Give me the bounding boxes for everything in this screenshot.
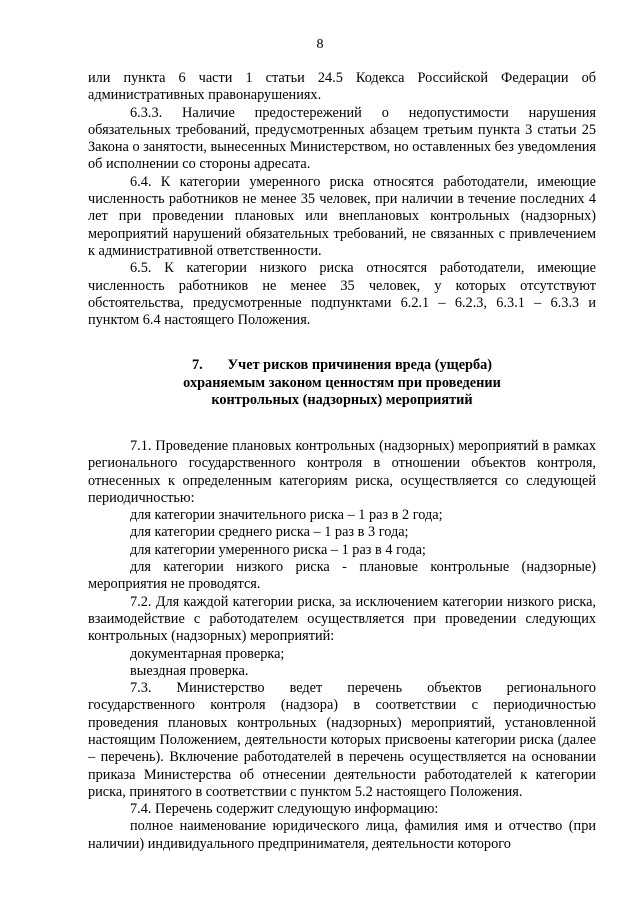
paragraph-7-4-item: полное наименование юридического лица, фамилия имя и отчество (при наличии) индивидуального предпринимателя, деятельности которого <box>88 818 596 852</box>
heading-line-1: 7. Учет рисков причинения вреда (ущерба) <box>191 357 493 374</box>
paragraph-6-4: 6.4. К категории умеренного риска относятся работодатели, имеющие численность работников не менее 35 человек, при наличии в течение последних 4 лет при проведении плановых или внеплановых контрольных (надзорных) мероприятий нарушений обязательных требований, не связанных с привлечением к административной ответственности. <box>88 173 596 259</box>
periodicity-item: для категории среднего риска – 1 раз в 3 года; <box>130 524 409 541</box>
paragraph-7-1: 7.1. Проведение плановых контрольных (надзорных) мероприятий в рамках регионального государственного контроля в отношении объектов контроля, отнесенных к определенным категориям риска, осуществляется со следующей периодичностью: <box>88 437 596 506</box>
periodicity-item: для категории значительного риска – 1 раз в 2 года; <box>130 507 443 524</box>
heading-line-3: контрольных (надзорных) мероприятий <box>211 392 473 409</box>
paragraph-7-2: 7.2. Для каждой категории риска, за исключением категории низкого риска, взаимодействие с работодателем осуществляется при проведении следующих контрольных (надзорных) мероприятий: <box>88 593 596 645</box>
paragraph-6-3-3: 6.3.3. Наличие предостережений о недопустимости нарушения обязательных требований, предусмотренных абзацем третьим пункта 3 статьи 25 Закона о занятости, вынесенных Министерством, но оставленных без уведомления об исполнении со стороны адресата. <box>88 104 596 173</box>
heading-line-2: охраняемым законом ценностям при проведении <box>183 374 501 391</box>
section-7-heading <box>88 329 596 438</box>
paragraph-7-4: 7.4. Перечень содержит следующую информацию: <box>130 801 439 818</box>
periodicity-item: для категории умеренного риска – 1 раз в 4 года; <box>130 541 426 558</box>
inspection-type-item: выездная проверка. <box>130 662 249 679</box>
inspection-type-item: документарная проверка; <box>130 645 285 662</box>
paragraph-continuation: или пункта 6 части 1 статьи 24.5 Кодекса Российской Федерации об административных правонарушениях. <box>88 70 596 104</box>
page-number: 8 <box>316 37 324 52</box>
document-body <box>88 70 596 853</box>
paragraph-6-5: 6.5. К категории низкого риска относятся работодатели, имеющие численность работников не менее 35 человек, у которых отсутствуют обстоятельства, предусмотренные подпунктами 6.2.1 – 6.2.3, 6.3.1 – 6.3.3 и пунктом 6.4 настоящего Положения. <box>88 260 596 329</box>
paragraph-7-3: 7.3. Министерство ведет перечень объектов регионального государственного контроля (надзора) в соответствии с периодичностью проведения плановых контрольных (надзорных) мероприятий, установленной настоящим Положением, деятельности которых присвоены категории риска (далее – перечень). Включение работодателей в перечень осуществляется на основании приказа Министерства об отнесении деятельности работодателей к категории риска, принятого в соответствии с пунктом 5.2 настоящего Положения. <box>88 680 596 800</box>
periodicity-low-risk: для категории низкого риска - плановые контрольные (надзорные) мероприятия не проводятся. <box>88 559 596 593</box>
